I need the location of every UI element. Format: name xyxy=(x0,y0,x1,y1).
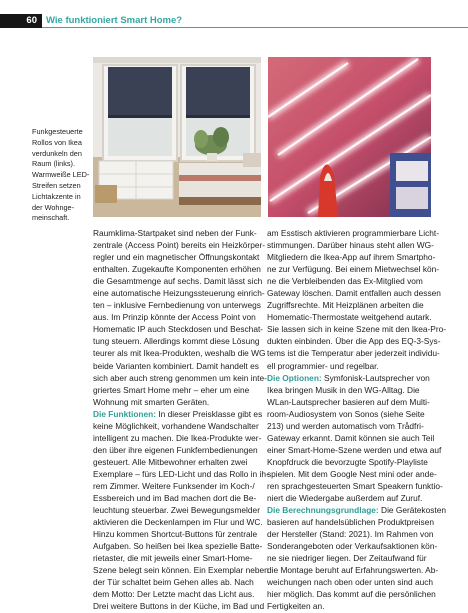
body-text-line xyxy=(93,239,266,251)
body-text: aktivieren die Deckenlampen im Flur und WC. xyxy=(93,517,263,528)
body-text-line xyxy=(93,263,261,275)
body-text: teurer als mit Ikea-Produkten, weshalb die WG xyxy=(93,348,266,359)
body-text-line xyxy=(93,299,261,311)
body-text: 213) und werden automatisch vom Trådfri- xyxy=(267,420,424,431)
body-text-line xyxy=(93,528,258,540)
body-text-line xyxy=(93,432,262,444)
body-text-line xyxy=(93,360,258,372)
caption-line: der Wohnge- xyxy=(32,202,75,212)
caption-line: meinschaft. xyxy=(32,213,70,223)
body-text-line xyxy=(267,372,432,384)
body-text: rem Zimmer. Weitere Funksender im Koch-/ xyxy=(93,480,255,491)
body-text-line xyxy=(93,227,258,239)
running-title: Wie funktioniert Smart Home? xyxy=(46,15,183,26)
body-text: Ikea bringen Musik in den WG-Alltag. Die xyxy=(267,384,420,395)
body-text: spielen. Mit dem Google Nest mini oder ande- xyxy=(267,468,437,479)
body-text: Sie lassen sich in keine Szene mit den Ikea-Pro- xyxy=(267,324,447,335)
body-text-line xyxy=(267,239,432,251)
body-text: tung steuern. Allerdings kommt diese Lösung xyxy=(93,336,260,347)
body-text-line xyxy=(267,576,432,588)
body-text: dukten einbinden. Über die App des EQ-3-Sys- xyxy=(267,336,441,347)
body-text: In dieser Preisklasse gibt es xyxy=(156,408,263,419)
body-text-line xyxy=(267,396,432,408)
body-text-line xyxy=(93,480,258,492)
body-text: Die Gerätekosten xyxy=(378,505,446,516)
photo-led-strips-illustration xyxy=(268,57,431,217)
body-text-line xyxy=(267,420,432,432)
caption-line: Streifen setzen xyxy=(32,180,81,190)
body-text-line xyxy=(267,516,432,528)
body-text-line xyxy=(93,540,263,552)
body-text-line xyxy=(93,372,267,384)
body-text: Symfonisk-Lautsprecher von xyxy=(321,372,430,383)
body-text: Fertigkeiten an. xyxy=(267,601,325,612)
body-text-line xyxy=(267,360,432,372)
body-text: Wohnung mit smarten Geräten. xyxy=(93,396,210,407)
body-text: enthalten. Zugekaufte Komponenten erhöhen xyxy=(93,264,261,275)
body-text: Homematic IP auch Steckdosen und Beschat- xyxy=(93,324,264,335)
body-text-line xyxy=(93,456,258,468)
body-text: der Tür schaltet beim Gehen alles ab. Nach xyxy=(93,577,254,588)
body-text: basieren auf handelsüblichen Produktpreisen xyxy=(267,517,434,528)
body-text: Raumklima-Startpaket sind neben der Funk- xyxy=(93,228,257,238)
body-text: WLan-Lautsprecher basieren auf dem Multi- xyxy=(267,396,430,407)
body-text-line xyxy=(267,263,440,275)
body-text-line xyxy=(267,528,432,540)
body-text-line xyxy=(267,384,432,396)
body-text-line xyxy=(93,275,263,287)
photo-led-strips xyxy=(268,57,431,217)
body-text: Gateway löschen. Damit entfallen auch dessen xyxy=(267,288,441,299)
body-text-line xyxy=(267,444,442,456)
body-text-line xyxy=(267,275,432,287)
body-text: aus. Im Prinzip könnte der Access Point von xyxy=(93,312,256,323)
body-text-line xyxy=(267,287,441,299)
body-text-line xyxy=(93,384,258,396)
body-text: keine Möglichkeit, vorhandene Wandschalter xyxy=(93,420,259,431)
body-text: room-Audiosystem von Sonos (siehe Seite xyxy=(267,408,425,419)
body-text: intelligent zu machen. Die Ikea-Produkte wer- xyxy=(93,432,262,443)
body-text-line xyxy=(93,588,258,600)
body-text: ne zur Verfügung. Bei einem Mietwechsel kön- xyxy=(267,264,440,275)
body-text: sich aber auch streng genommen um kein inte- xyxy=(93,372,267,383)
caption-line: verdunkeln den xyxy=(32,148,82,158)
body-text-line xyxy=(267,564,439,576)
body-text-line xyxy=(93,408,263,420)
photo-bedroom-blinds xyxy=(93,57,261,217)
body-text-line xyxy=(267,347,440,359)
body-text-line xyxy=(93,516,263,528)
caption-line: Warmweiße LED- xyxy=(32,170,90,180)
body-text-line xyxy=(93,504,258,516)
body-text: Essbereich und im Bad machen dort die Be- xyxy=(93,493,257,504)
body-text: Szene belegt sein können. Ein Exemplar neben xyxy=(93,565,269,576)
section-heading: Die Berechnungsgrundlage: xyxy=(267,505,379,516)
body-text: hier möglich. Das kommt auf die persönlichen xyxy=(267,589,436,600)
body-text: rietaster, die mit jeweils einer Smart-Home- xyxy=(93,553,253,564)
body-text: die Gesamtmenge auf sechs. Damit lässt sich xyxy=(93,276,263,287)
body-text: stimmungen. Darüber hinaus steht allen WG- xyxy=(267,240,434,251)
body-text-line xyxy=(267,540,438,552)
body-text-line xyxy=(267,468,437,480)
photo-bedroom-blinds-illustration xyxy=(93,57,261,217)
body-text: leuchtung steuerbar. Zwei Bewegungsmelder xyxy=(93,505,260,516)
body-text: griertes Smart Home mehr – eher um eine xyxy=(93,384,250,395)
body-text: am Esstisch aktivieren programmierbare Licht- xyxy=(267,228,440,238)
body-text-line xyxy=(93,347,266,359)
body-text-line xyxy=(267,227,440,239)
body-text: die Montage beruht auf Erfahrungswerten. Ab- xyxy=(267,565,439,576)
body-text: ten – inklusive Fernbedienung von unterwegs xyxy=(93,300,261,311)
body-text-line xyxy=(267,480,443,492)
page-number: 60 xyxy=(0,14,42,28)
body-text: beide Varianten kombiniert. Damit handelt es xyxy=(93,360,259,371)
body-text-line xyxy=(267,504,446,516)
body-text-line xyxy=(93,552,258,564)
body-text: Mitgliedern die Ikea-App auf ihrem Smartpho- xyxy=(267,252,436,263)
body-text-line xyxy=(267,600,432,612)
body-text: ell programmier- und regelbar. xyxy=(267,360,379,371)
photo-caption xyxy=(32,127,92,224)
body-text-line xyxy=(93,396,258,408)
body-text-line xyxy=(93,311,258,323)
body-text-line xyxy=(267,311,432,323)
header-rule xyxy=(42,27,468,28)
body-text: Hinzu kommen Shortcut-Buttons für zentrale xyxy=(93,529,258,540)
body-text: ren sprachgesteuerten Smart Speakern funktio- xyxy=(267,480,443,491)
body-text-line xyxy=(93,287,265,299)
body-text: Knopfdruck die bevorzugte Spotify-Playliste xyxy=(267,456,428,467)
body-column-right xyxy=(267,227,447,613)
body-text-line xyxy=(93,335,258,347)
body-text-line xyxy=(93,444,258,456)
body-text-line xyxy=(267,251,436,263)
body-text-line xyxy=(93,251,258,263)
body-text-line xyxy=(267,588,436,600)
body-text: den über ihre eigenen Funkfernbedienungen xyxy=(93,444,258,455)
body-text-line xyxy=(267,492,432,504)
body-text: gesteuert. Alle Mitbewohner erhalten zwei xyxy=(93,456,248,467)
body-text: ne sie niedriger liegen. Der Zeitaufwand für xyxy=(267,553,427,564)
body-text: Homematic-Thermostate weitgehend autark. xyxy=(267,312,432,323)
body-text: der Hersteller (Stand: 2021). Im Rahmen von xyxy=(267,529,434,540)
body-text-line xyxy=(267,432,435,444)
caption-line: Funkgesteuerte xyxy=(32,127,83,136)
body-text-line xyxy=(267,408,432,420)
body-text-line xyxy=(93,468,269,480)
body-column-left xyxy=(93,227,269,613)
body-text-line xyxy=(267,299,432,311)
body-text: dem Motto: Der Letzte macht das Licht aus. xyxy=(93,589,255,600)
section-heading: Die Funktionen: xyxy=(93,408,157,419)
body-text: weichungen nach oben oder unten sind auch xyxy=(267,577,434,588)
body-text: Gateway erkannt. Damit können sie auch Teil xyxy=(267,432,435,443)
body-text: Sonderangeboten oder Verkaufsaktionen kön- xyxy=(267,541,438,552)
body-text: Aufgaben. So heißen bei Ikea spezielle Batte- xyxy=(93,541,263,552)
section-heading: Die Optionen: xyxy=(267,372,322,383)
body-text-line xyxy=(267,335,441,347)
body-text-line xyxy=(93,564,269,576)
body-text: zentrale (Access Point) bereits ein Heizkörper- xyxy=(93,240,266,251)
body-text: eine automatische Heizungssteuerung einrich- xyxy=(93,288,265,299)
body-text-line xyxy=(93,576,258,588)
page-header xyxy=(0,14,468,28)
caption-line: Rollos von Ikea xyxy=(32,137,82,147)
body-text: einer Smart-Home-Szene werden und etwa auf xyxy=(267,444,442,455)
body-text-line xyxy=(267,456,432,468)
caption-line: Raum (links). xyxy=(32,159,75,169)
body-text: Exemplare – fürs LED-Licht und das Rollo in ih- xyxy=(93,468,269,479)
body-text: Zugriffsrechte. Mit Heizplänen arbeiten die xyxy=(267,300,424,311)
body-text-line xyxy=(93,323,264,335)
body-text: regler und ein magnetischer Öffnungskontakt xyxy=(93,252,260,263)
body-text: ne die Verbleibenden das Ex-Mitglied vom xyxy=(267,276,423,287)
body-text-line xyxy=(93,420,258,432)
body-text: niert die Wiedergabe außerdem auf Zuruf. xyxy=(267,493,423,504)
body-text-line xyxy=(93,600,265,612)
body-text: tems ist die Temperatur aber jederzeit individu- xyxy=(267,348,440,359)
body-text-line xyxy=(267,552,432,564)
body-text-line xyxy=(93,492,258,504)
caption-line: Lichtakzente in xyxy=(32,191,81,201)
body-text-line xyxy=(267,323,447,335)
body-text: Drei weitere Buttons in der Küche, im Bad und xyxy=(93,601,265,612)
